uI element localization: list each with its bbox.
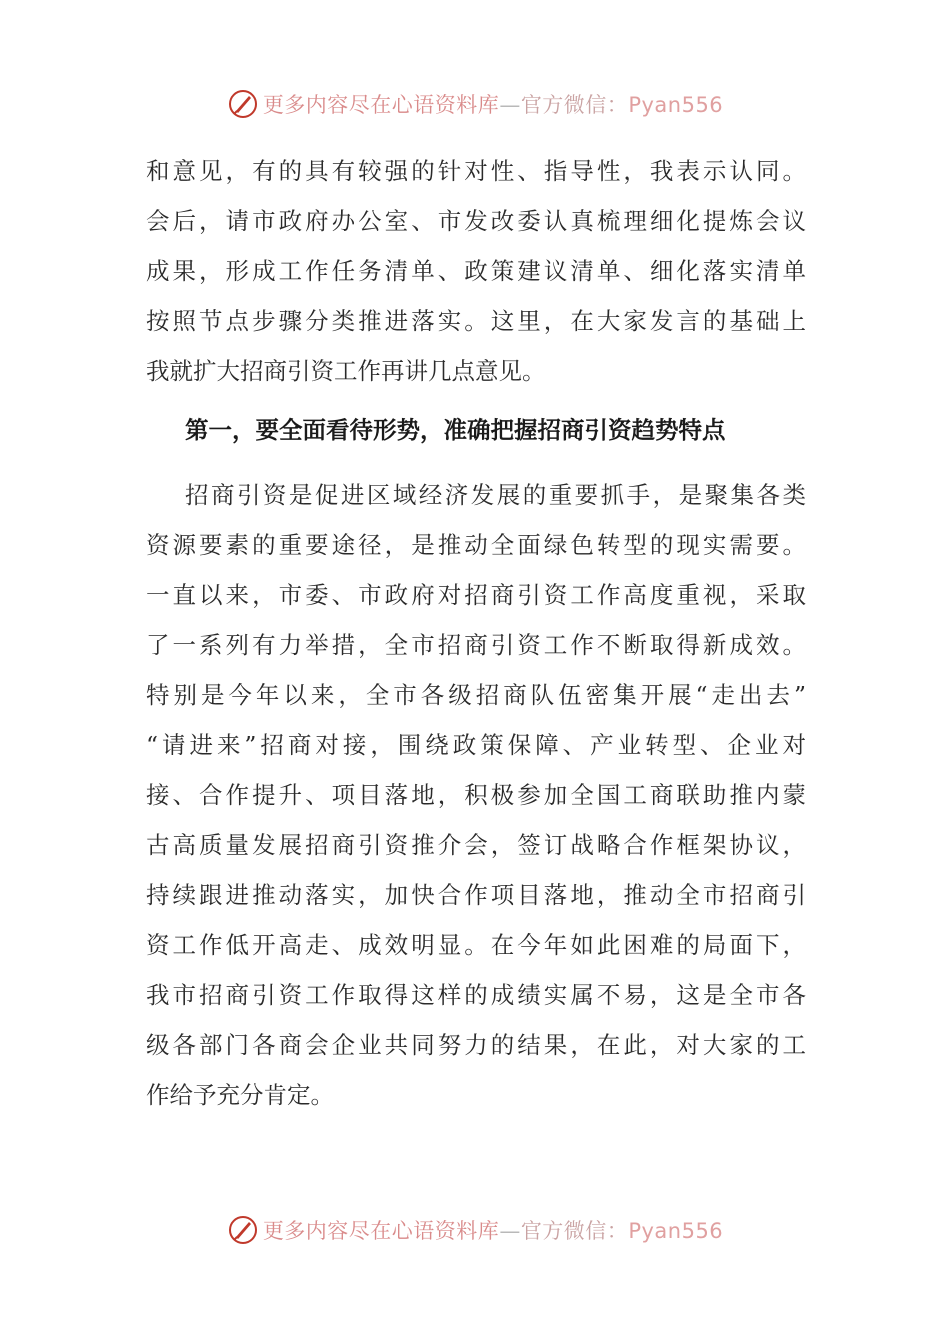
text-line: 作给予充分肯定。 (146, 1081, 334, 1109)
watermark-title: 更多内容尽在心语资料库 (262, 1219, 500, 1243)
watermark-separator: — (499, 93, 521, 117)
section-heading: 第一，要全面看待形势，准确把握招商引资趋势特点 (185, 416, 726, 444)
text-line: 接、合作提升、项目落地，积极参加全国工商联助推内蒙 (146, 781, 806, 809)
text-line: 古高质量发展招商引资推介会，签订战略合作框架协议， (146, 831, 806, 859)
watermark-wechat-label: 官方微信： (520, 93, 629, 117)
watermark-separator: — (499, 1219, 521, 1243)
text-line: 我就扩大招商引资工作再讲几点意见。 (146, 357, 546, 385)
header-watermark (0, 84, 950, 124)
text-line: 和意见，有的具有较强的针对性、指导性，我表示认同。 (146, 157, 806, 185)
text-line: 招商引资是促进区域经济发展的重要抓手，是聚集各类 (185, 481, 806, 509)
text-line: 级各部门各商会企业共同努力的结果，在此，对大家的工 (146, 1031, 806, 1059)
text-line: 成果，形成工作任务清单、政策建议清单、细化落实清单 (146, 257, 806, 285)
text-line: 会后，请市政府办公室、市发改委认真梳理细化提炼会议 (146, 207, 806, 235)
text-line: 持续跟进推动落实，加快合作项目落地，推动全市招商引 (146, 881, 806, 909)
text-line: 了一系列有力举措，全市招商引资工作不断取得新成效。 (146, 631, 806, 659)
text-line: 一直以来，市委、市政府对招商引资工作高度重视，采取 (146, 581, 806, 609)
watermark-wechat-id: Pyan556 (628, 1219, 724, 1243)
text-line: 资工作低开高走、成效明显。在今年如此困难的局面下， (146, 931, 806, 959)
watermark-title: 更多内容尽在心语资料库 (262, 93, 500, 117)
watermark-wechat-label: 官方微信： (520, 1219, 629, 1243)
quill-logo-icon (227, 1214, 259, 1246)
footer-watermark (0, 1210, 950, 1250)
text-line: “请进来”招商对接，围绕政策保障、产业转型、企业对 (146, 731, 806, 759)
text-line: 特别是今年以来，全市各级招商队伍密集开展“走出去” (146, 681, 806, 709)
watermark-wechat-id: Pyan556 (628, 93, 724, 117)
text-line: 资源要素的重要途径，是推动全面绿色转型的现实需要。 (146, 531, 806, 559)
text-line: 按照节点步骤分类推进落实。这里，在大家发言的基础上 (146, 307, 806, 335)
quill-logo-icon (227, 88, 259, 120)
text-line: 我市招商引资工作取得这样的成绩实属不易，这是全市各 (146, 981, 806, 1009)
